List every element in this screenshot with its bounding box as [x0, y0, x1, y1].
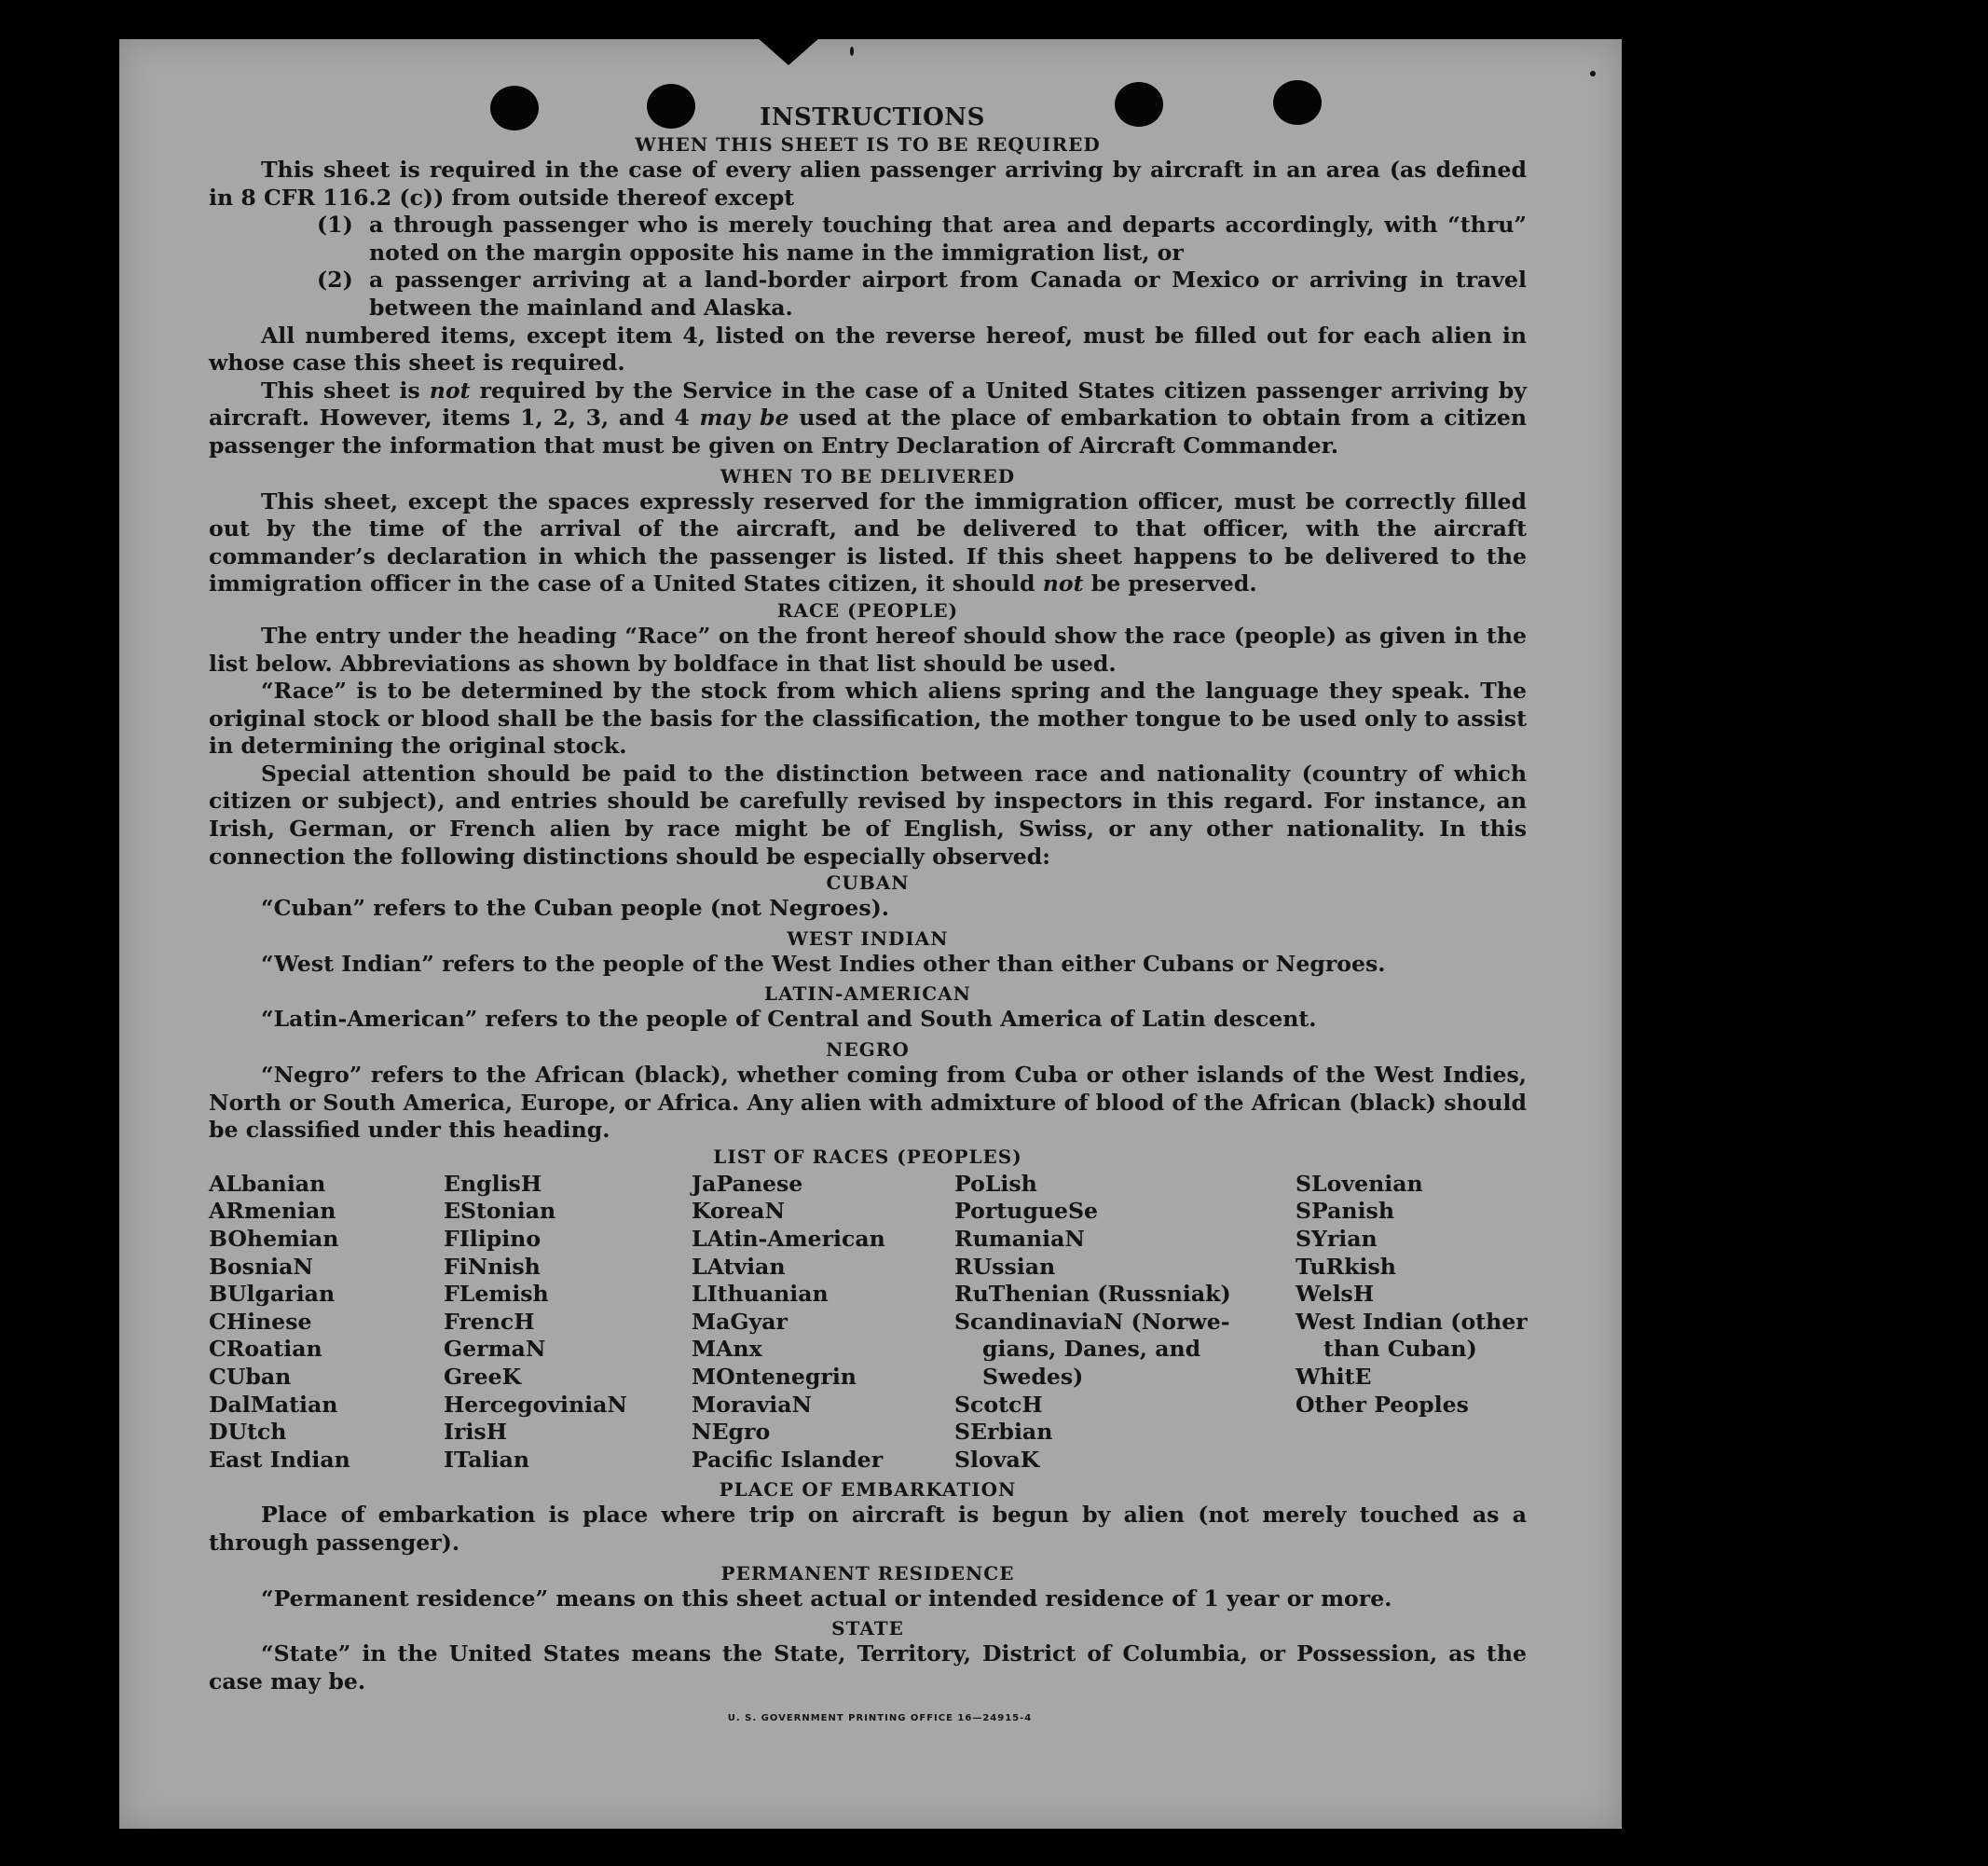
race-entry: SYrian: [1296, 1226, 1378, 1252]
page-title: INSTRUCTIONS: [760, 103, 985, 131]
race-entry: MAnx: [692, 1336, 762, 1363]
race-entry: FIlipino: [444, 1226, 542, 1252]
document-page: [119, 39, 1622, 1829]
race-column: [954, 1171, 1296, 1475]
section-heading-cuban: CUBAN: [826, 871, 910, 895]
exception-text: a passenger arriving at a land-border airport from Canada or Mexico or arriving in travel between the mainland and Alaska.: [369, 267, 1527, 321]
race-entry: SLovenian: [1296, 1170, 1423, 1197]
race-entry: DUtch: [209, 1419, 287, 1446]
exception-text: a through passenger who is merely touching that area and departs accordingly, with “thru” noted on the margin opposite his name in the immigration list, or: [369, 212, 1527, 266]
race-entry: LIthuanian: [692, 1281, 829, 1308]
citizen-may-be: may be: [699, 405, 789, 432]
race-entry: MaGyar: [692, 1308, 788, 1335]
race-entry: JaPanese: [692, 1170, 803, 1197]
race-entry: RUssian: [954, 1253, 1056, 1280]
race-entry: Swedes): [982, 1363, 1084, 1390]
paragraph-residence: “Permanent residence” means on this sheet actual or intended residence of 1 year or more.: [261, 1585, 1392, 1612]
race-entry: ALbanian: [209, 1170, 326, 1197]
race-entry: BUlgarian: [209, 1281, 336, 1308]
section-heading-residence: PERMANENT RESIDENCE: [720, 1561, 1015, 1585]
race-entry: EStonian: [444, 1198, 556, 1225]
race-entry: Pacific Islander: [692, 1446, 884, 1473]
delivered-text-b: be preserved.: [1083, 570, 1257, 597]
race-entry: ITalian: [444, 1446, 529, 1473]
race-entry: BosniaN: [209, 1253, 313, 1280]
exception-number: (1): [317, 212, 353, 239]
paragraph-citizen: [209, 377, 1527, 460]
race-entry: DalMatian: [209, 1391, 338, 1418]
race-entry: than Cuban): [1323, 1336, 1477, 1363]
section-heading-latin-american: LATIN-AMERICAN: [764, 982, 971, 1006]
race-entry: IrisH: [444, 1419, 508, 1446]
race-entry: MOntenegrin: [692, 1363, 857, 1390]
race-column: [209, 1171, 444, 1475]
race-entry: East Indian: [209, 1446, 350, 1473]
race-entry: ScandinaviaN (Norwe-: [954, 1308, 1230, 1335]
race-entry: NEgro: [692, 1419, 771, 1446]
paragraph-numbered-items: All numbered items, except item 4, listed on the reverse hereof, must be filled out for each alien in whose case this sheet is required.: [209, 322, 1527, 377]
delivered-not: not: [1042, 570, 1084, 597]
race-column: [444, 1171, 692, 1475]
race-entry: SErbian: [954, 1419, 1053, 1446]
paragraph-latin-american: “Latin-American” refers to the people of Central and South America of Latin descent.: [261, 1006, 1317, 1033]
race-entry: BOhemian: [209, 1226, 339, 1252]
paragraph-negro: “Negro” refers to the African (black), whether coming from Cuba or other islands of the West Indies, North or South America, Europe, or Africa. Any alien with admixture of blood of the African (black) should be classified under this heading.: [209, 1062, 1527, 1144]
section-heading-when-delivered: WHEN TO BE DELIVERED: [720, 464, 1016, 487]
race-entry: CHinese: [209, 1308, 312, 1335]
race-list: [209, 1171, 1527, 1475]
speck: [1590, 71, 1596, 76]
citizen-text-a: This sheet is: [261, 377, 430, 404]
race-entry: SlovaK: [954, 1446, 1040, 1473]
race-entry: CRoatian: [209, 1336, 322, 1363]
race-column: [1296, 1171, 1527, 1475]
section-heading-negro: NEGRO: [826, 1038, 910, 1062]
section-heading-west-indian: WEST INDIAN: [787, 926, 949, 950]
exception-item-1: [209, 212, 1527, 267]
speck: [850, 47, 854, 56]
paragraph-state: “State” in the United States means the State, Territory, District of Columbia, or Possession, as the case may be.: [209, 1640, 1527, 1694]
paragraph-race-1: The entry under the heading “Race” on the front hereof should show the race (people) as given in the list below. Abbreviations as shown by boldface in that list should be used.: [209, 622, 1527, 677]
race-entry: gians, Danes, and: [982, 1336, 1201, 1363]
section-heading-state: STATE: [831, 1617, 904, 1640]
race-entry: LAtin-American: [692, 1226, 885, 1252]
section-heading-list-of-races: LIST OF RACES (PEOPLES): [713, 1145, 1022, 1168]
race-entry: WhitE: [1296, 1363, 1372, 1390]
race-entry: TuRkish: [1296, 1253, 1396, 1280]
section-heading-race: RACE (PEOPLE): [776, 598, 959, 622]
citizen-text-c: used at the place of embarkation to obtain from a citizen passenger the information that must be given on Entry Declaration of Aircraft Commander.: [209, 405, 1527, 459]
section-heading-when-required: WHEN THIS SHEET IS TO BE REQUIRED: [635, 133, 1101, 156]
race-entry: LAtvian: [692, 1253, 786, 1280]
paragraph-race-2: “Race” is to be determined by the stock from which aliens spring and the language they speak. The original stock or blood shall be the basis for the classification, the mother tongue to be used only to assist in determining the original stock.: [209, 678, 1527, 760]
printing-office-imprint: U. S. GOVERNMENT PRINTING OFFICE 16—24915-4: [727, 1713, 1033, 1724]
race-entry: GreeK: [444, 1363, 522, 1390]
race-entry: FiNnish: [444, 1253, 541, 1280]
race-entry: GermaN: [444, 1336, 546, 1363]
race-entry: Other Peoples: [1296, 1391, 1469, 1418]
race-entry: EnglisH: [444, 1170, 542, 1197]
paragraph-west-indian: “West Indian” refers to the people of the West Indies other than either Cubans or Negroes.: [261, 950, 1386, 977]
section-heading-embarkation: PLACE OF EMBARKATION: [719, 1478, 1017, 1502]
race-entry: PortugueSe: [954, 1198, 1099, 1225]
race-entry: KoreaN: [692, 1198, 786, 1225]
race-entry: RuThenian (Russniak): [954, 1281, 1231, 1308]
race-entry: PoLish: [954, 1170, 1037, 1197]
instructions-body: [209, 103, 1527, 1733]
paragraph-embarkation: Place of embarkation is place where trip on aircraft is begun by alien (not merely touched as a through passenger).: [209, 1502, 1527, 1556]
race-entry: MoraviaN: [692, 1391, 813, 1418]
citizen-text-b: required by the Service in the case of a United States citizen passenger arriving by aircraft. However, items 1, 2, 3, and 4: [209, 377, 1528, 432]
torn-notch: [757, 37, 820, 65]
race-entry: WelsH: [1296, 1281, 1375, 1308]
paragraph-race-3: Special attention should be paid to the distinction between race and nationality (country of which citizen or subject), and entries should be carefully revised by inspectors in this regard. For instance, an Irish, German, or French alien by race might be of English, Swiss, or any other nationality. In this connection the following distinctions should be especially observed:: [209, 760, 1527, 870]
citizen-not: not: [429, 377, 471, 404]
exception-item-2: [209, 267, 1527, 322]
paragraph-delivered: [209, 488, 1527, 598]
race-entry: ARmenian: [209, 1198, 336, 1225]
paragraph-cuban: “Cuban” refers to the Cuban people (not Negroes).: [261, 895, 889, 922]
race-entry: West Indian (other: [1296, 1308, 1528, 1335]
race-entry: ScotcH: [954, 1391, 1043, 1418]
race-entry: RumaniaN: [954, 1226, 1085, 1252]
race-entry: FrencH: [444, 1308, 535, 1335]
race-entry: FLemish: [444, 1281, 549, 1308]
race-column: [692, 1171, 954, 1475]
race-entry: HercegoviniaN: [444, 1391, 627, 1418]
delivered-text-a: This sheet, except the spaces expressly reserved for the immigration officer, must be correctly filled out by the time of the arrival of the aircraft, and be delivered to that officer, with the aircraft commander’s declaration in which the passenger is listed. If this sheet happens to be delivered to the immigration officer in the case of a United States citizen, it should: [209, 487, 1527, 597]
exception-number: (2): [317, 267, 353, 294]
paragraph-intro: This sheet is required in the case of every alien passenger arriving by aircraft in an area (as defined in 8 CFR 116.2 (c)) from outside thereof except: [209, 157, 1527, 211]
race-entry: SPanish: [1296, 1198, 1394, 1225]
race-entry: CUban: [209, 1363, 292, 1390]
